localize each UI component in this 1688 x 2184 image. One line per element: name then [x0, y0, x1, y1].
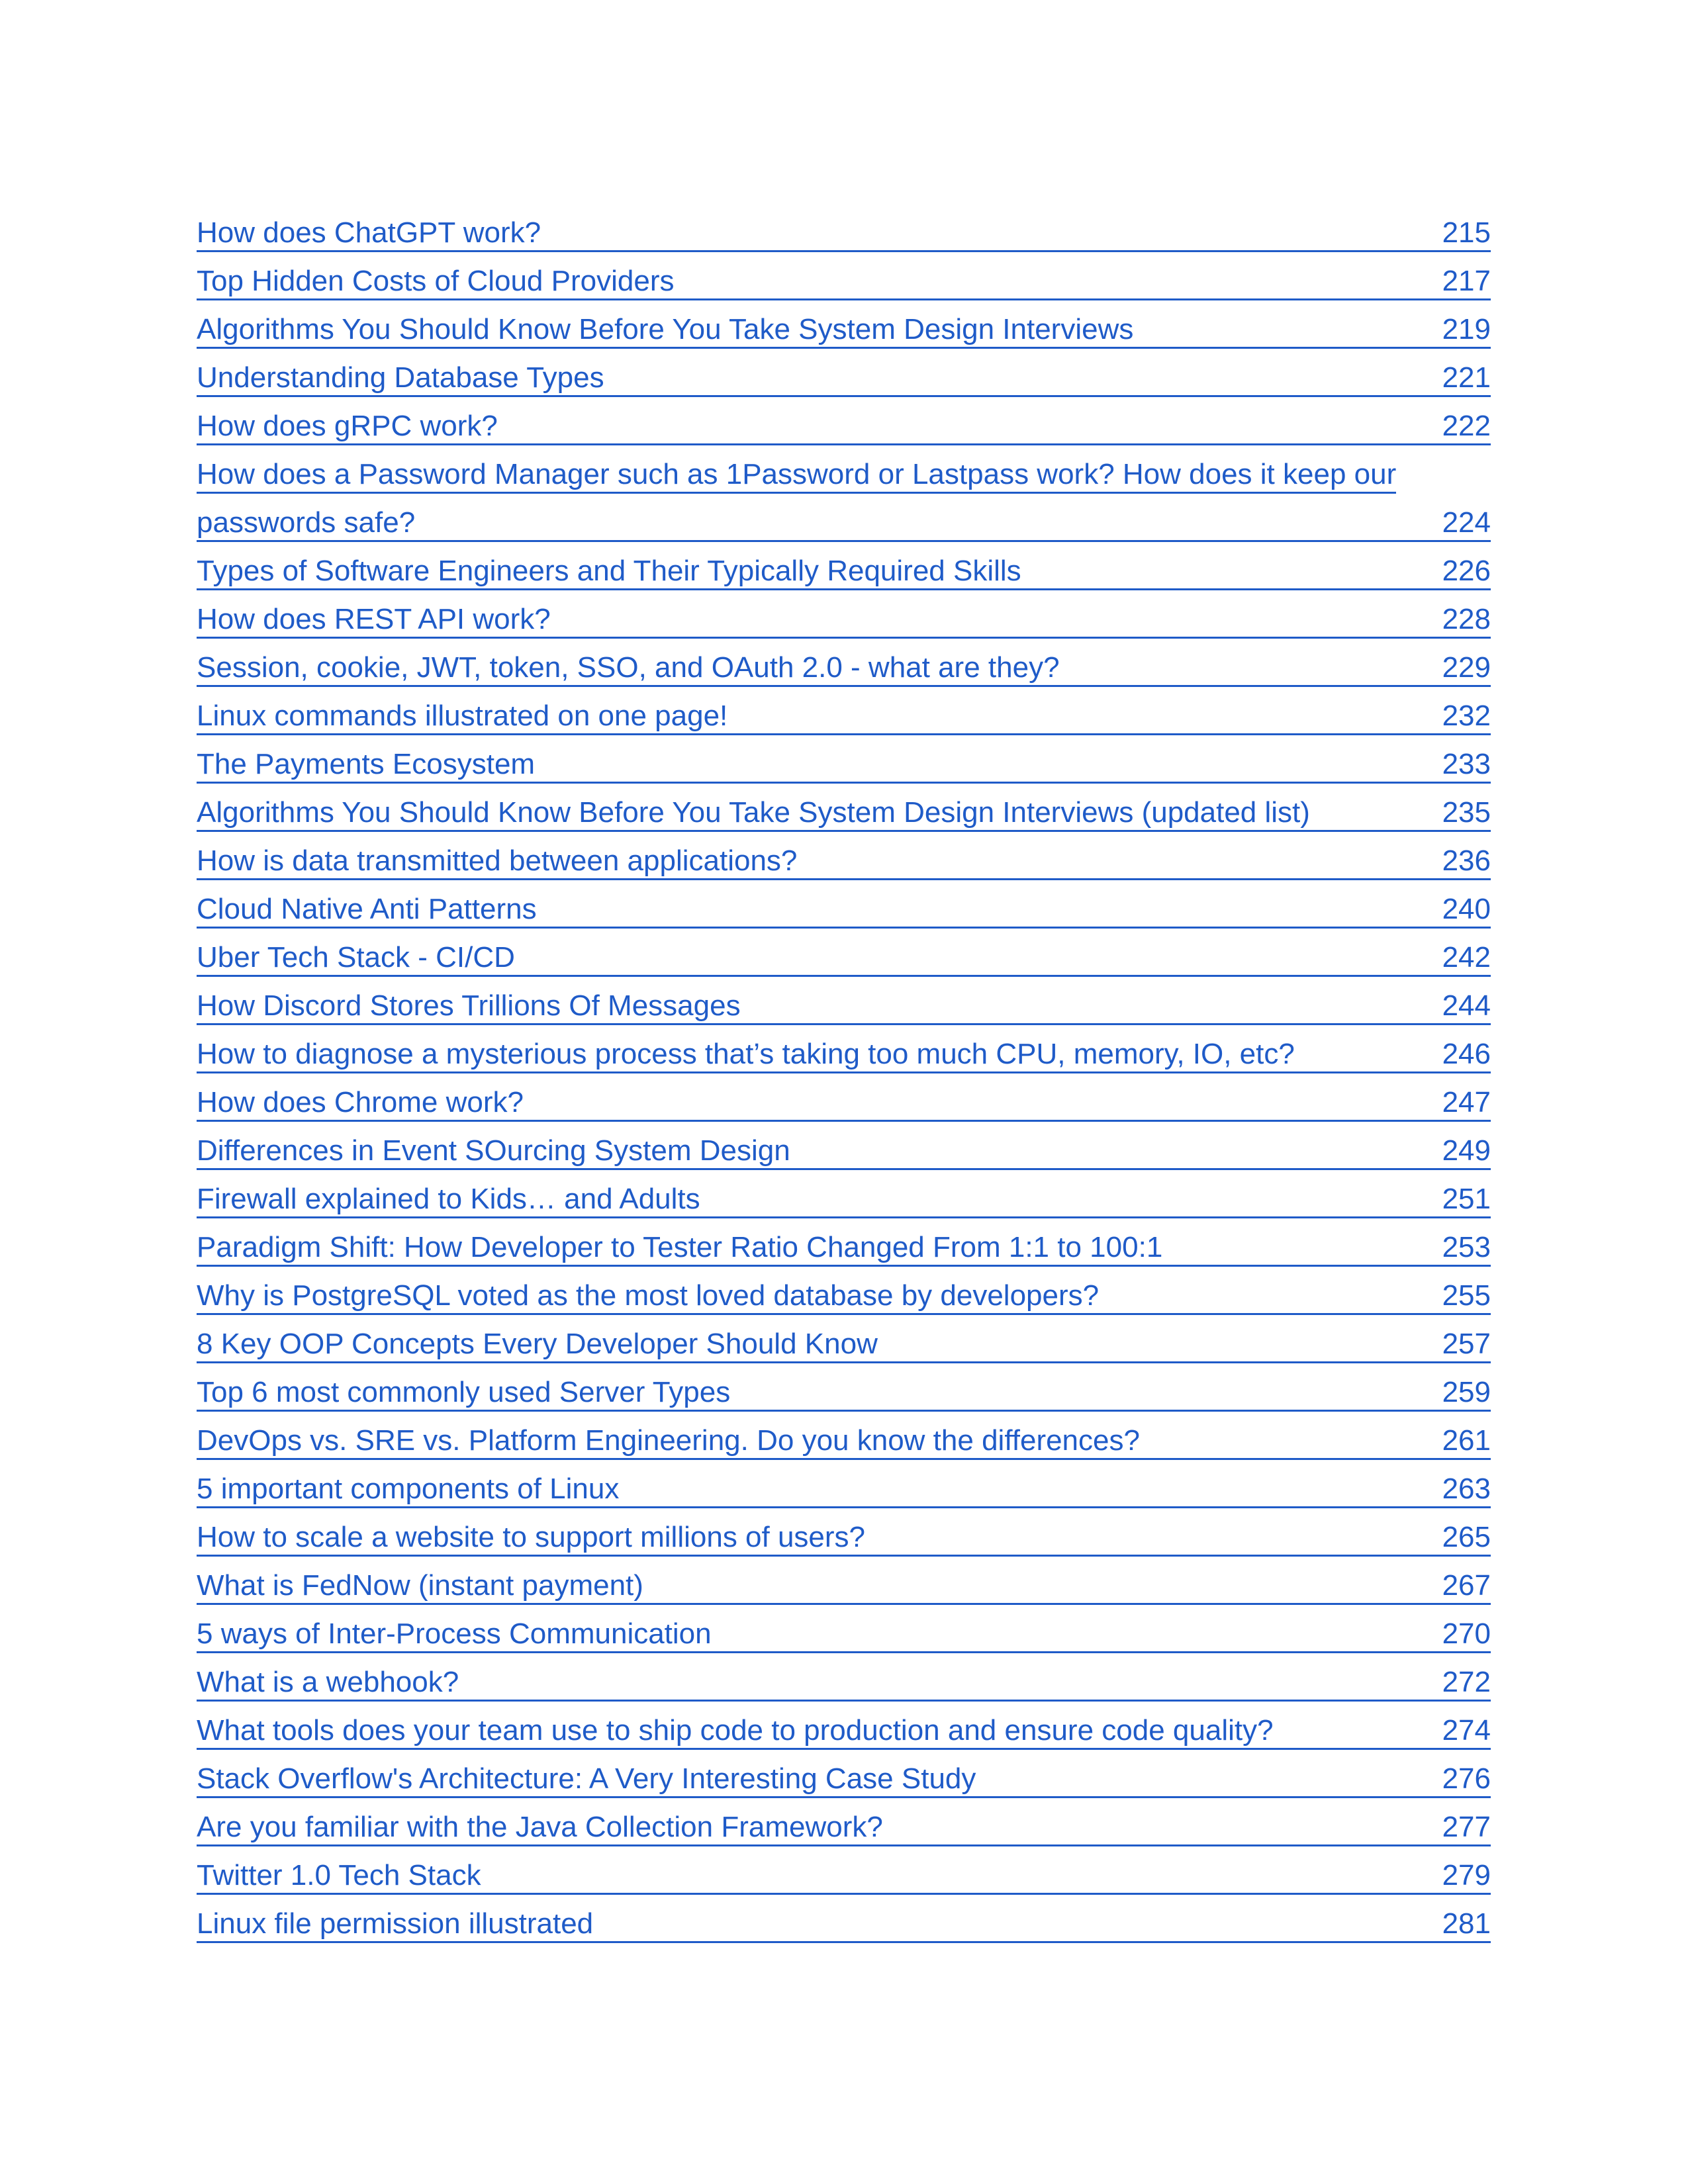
- toc-entry-title: Linux commands illustrated on one page!: [197, 700, 728, 732]
- toc-entry-title: Paradigm Shift: How Developer to Tester Ratio Changed From 1:1 to 100:1: [197, 1231, 1163, 1263]
- toc-entry-page-number: 232: [1442, 700, 1491, 732]
- toc-entry[interactable]: [197, 1085, 1491, 1122]
- toc-entry[interactable]: [197, 1278, 1491, 1315]
- toc-entry-page-number: 235: [1442, 796, 1491, 829]
- toc-entry-title: Understanding Database Types: [197, 361, 604, 394]
- toc-entry-first-line[interactable]: [197, 457, 1491, 494]
- toc-entry[interactable]: [197, 1858, 1491, 1895]
- toc-entry[interactable]: [197, 1036, 1491, 1073]
- toc-entry-title: How does Chrome work?: [197, 1086, 524, 1118]
- toc-entry[interactable]: [197, 602, 1491, 639]
- toc-entry-page-number: 229: [1442, 651, 1491, 684]
- toc-entry[interactable]: [197, 1906, 1491, 1943]
- toc-entry-page-number: 257: [1442, 1328, 1491, 1360]
- toc-entry[interactable]: [197, 1326, 1491, 1363]
- toc-entry-title: 8 Key OOP Concepts Every Developer Should Know: [197, 1328, 878, 1360]
- toc-entry-title: Cloud Native Anti Patterns: [197, 893, 537, 925]
- toc-entry[interactable]: [197, 360, 1491, 397]
- toc-entry-page-number: 265: [1442, 1521, 1491, 1553]
- toc-entry-page-number: 261: [1442, 1424, 1491, 1457]
- toc-entry-page-number: 251: [1442, 1183, 1491, 1215]
- toc-entry[interactable]: [197, 1713, 1491, 1750]
- toc-entry[interactable]: [197, 1471, 1491, 1508]
- toc-entry[interactable]: [197, 1568, 1491, 1605]
- toc-entry-title: Algorithms You Should Know Before You Take System Design Interviews (updated list): [197, 796, 1310, 829]
- toc-entry-title: What is FedNow (instant payment): [197, 1569, 643, 1602]
- toc-entry-page-number: 276: [1442, 1762, 1491, 1795]
- toc-entry[interactable]: [197, 1761, 1491, 1798]
- toc-entry[interactable]: [197, 1423, 1491, 1460]
- toc-entry[interactable]: [197, 1616, 1491, 1653]
- toc-entry-title: What tools does your team use to ship code to production and ensure code quality?: [197, 1714, 1274, 1747]
- toc-entry[interactable]: [197, 553, 1491, 590]
- toc-entry-page-number: 270: [1442, 1617, 1491, 1650]
- toc-entry-title: 5 important components of Linux: [197, 1473, 620, 1505]
- toc-entry-title: Uber Tech Stack - CI/CD: [197, 941, 515, 974]
- toc-entry-title: Session, cookie, JWT, token, SSO, and OAuth 2.0 - what are they?: [197, 651, 1060, 684]
- toc-entry-page-number: 226: [1442, 555, 1491, 587]
- toc-entry-title: How Discord Stores Trillions Of Messages: [197, 989, 741, 1022]
- toc-entry-page-number: 242: [1442, 941, 1491, 974]
- toc-entry-title: How to scale a website to support millions of users?: [197, 1521, 866, 1553]
- toc-entry-page-number: 247: [1442, 1086, 1491, 1118]
- toc-entry-page-number: 215: [1442, 216, 1491, 249]
- toc-entry[interactable]: [197, 843, 1491, 880]
- toc-entry-title: How does a Password Manager such as 1Password or Lastpass work? How does it keep our: [197, 457, 1396, 494]
- toc-entry-title: The Payments Ecosystem: [197, 748, 536, 780]
- toc-entry[interactable]: [197, 747, 1491, 784]
- toc-entry[interactable]: [197, 505, 1491, 542]
- toc-entry[interactable]: [197, 1520, 1491, 1557]
- toc-entry-title: How does ChatGPT work?: [197, 216, 541, 249]
- toc-entry-page-number: 277: [1442, 1811, 1491, 1843]
- toc-entry-page-number: 240: [1442, 893, 1491, 925]
- toc-entry-title: Twitter 1.0 Tech Stack: [197, 1859, 481, 1891]
- toc-entry-page-number: 259: [1442, 1376, 1491, 1408]
- toc-entry-page-number: 263: [1442, 1473, 1491, 1505]
- toc-entry[interactable]: [197, 1809, 1491, 1846]
- toc-entry-page-number: 219: [1442, 313, 1491, 345]
- toc-entry[interactable]: [197, 1664, 1491, 1702]
- toc-entry-page-number: 228: [1442, 603, 1491, 635]
- toc-entry-title: What is a webhook?: [197, 1666, 459, 1698]
- toc-entry-title: Top Hidden Costs of Cloud Providers: [197, 265, 675, 297]
- table-of-contents: [197, 215, 1491, 1943]
- toc-entry-page-number: 217: [1442, 265, 1491, 297]
- toc-entry-title: Firewall explained to Kids… and Adults: [197, 1183, 700, 1215]
- toc-entry-title: Top 6 most commonly used Server Types: [197, 1376, 731, 1408]
- toc-entry-page-number: 279: [1442, 1859, 1491, 1891]
- toc-entry[interactable]: [197, 263, 1491, 300]
- toc-entry-title: Types of Software Engineers and Their Typically Required Skills: [197, 555, 1021, 587]
- toc-entry-page-number: 281: [1442, 1907, 1491, 1940]
- toc-entry-page-number: 246: [1442, 1038, 1491, 1070]
- toc-entry-title: How does gRPC work?: [197, 410, 498, 442]
- toc-entry[interactable]: [197, 940, 1491, 977]
- toc-entry-page-number: 233: [1442, 748, 1491, 780]
- toc-entry-title: How is data transmitted between applications?: [197, 844, 798, 877]
- toc-entry-page-number: 224: [1442, 506, 1491, 539]
- toc-entry-title: DevOps vs. SRE vs. Platform Engineering. Do you know the differences?: [197, 1424, 1140, 1457]
- toc-entry[interactable]: [197, 1375, 1491, 1412]
- toc-entry-page-number: 222: [1442, 410, 1491, 442]
- toc-entry-page-number: 267: [1442, 1569, 1491, 1602]
- toc-entry-page-number: 255: [1442, 1279, 1491, 1312]
- toc-entry-title: Differences in Event SOurcing System Design: [197, 1134, 790, 1167]
- toc-entry-page-number: 221: [1442, 361, 1491, 394]
- toc-entry[interactable]: [197, 1181, 1491, 1218]
- toc-entry-title: How to diagnose a mysterious process that’s taking too much CPU, memory, IO, etc?: [197, 1038, 1295, 1070]
- toc-entry-page-number: 249: [1442, 1134, 1491, 1167]
- toc-entry-title: Linux file permission illustrated: [197, 1907, 594, 1940]
- toc-entry-title: Are you familiar with the Java Collection Framework?: [197, 1811, 883, 1843]
- toc-entry[interactable]: [197, 891, 1491, 929]
- toc-entry-page-number: 253: [1442, 1231, 1491, 1263]
- toc-entry-title: passwords safe?: [197, 506, 416, 539]
- toc-entry[interactable]: [197, 988, 1491, 1025]
- toc-entry[interactable]: [197, 795, 1491, 832]
- toc-entry-title: Algorithms You Should Know Before You Take System Design Interviews: [197, 313, 1134, 345]
- toc-entry-title: How does REST API work?: [197, 603, 551, 635]
- toc-entry[interactable]: [197, 1133, 1491, 1170]
- toc-entry[interactable]: [197, 408, 1491, 445]
- toc-entry[interactable]: [197, 1230, 1491, 1267]
- toc-entry-title: Why is PostgreSQL voted as the most loved database by developers?: [197, 1279, 1100, 1312]
- toc-entry-page-number: 274: [1442, 1714, 1491, 1747]
- toc-entry[interactable]: [197, 650, 1491, 687]
- toc-entry-page-number: 236: [1442, 844, 1491, 877]
- toc-entry[interactable]: [197, 312, 1491, 349]
- toc-entry[interactable]: [197, 698, 1491, 735]
- toc-entry-title: 5 ways of Inter-Process Communication: [197, 1617, 712, 1650]
- toc-entry-page-number: 272: [1442, 1666, 1491, 1698]
- toc-entry-page-number: 244: [1442, 989, 1491, 1022]
- toc-entry[interactable]: [197, 215, 1491, 252]
- toc-entry-title: Stack Overflow's Architecture: A Very Interesting Case Study: [197, 1762, 976, 1795]
